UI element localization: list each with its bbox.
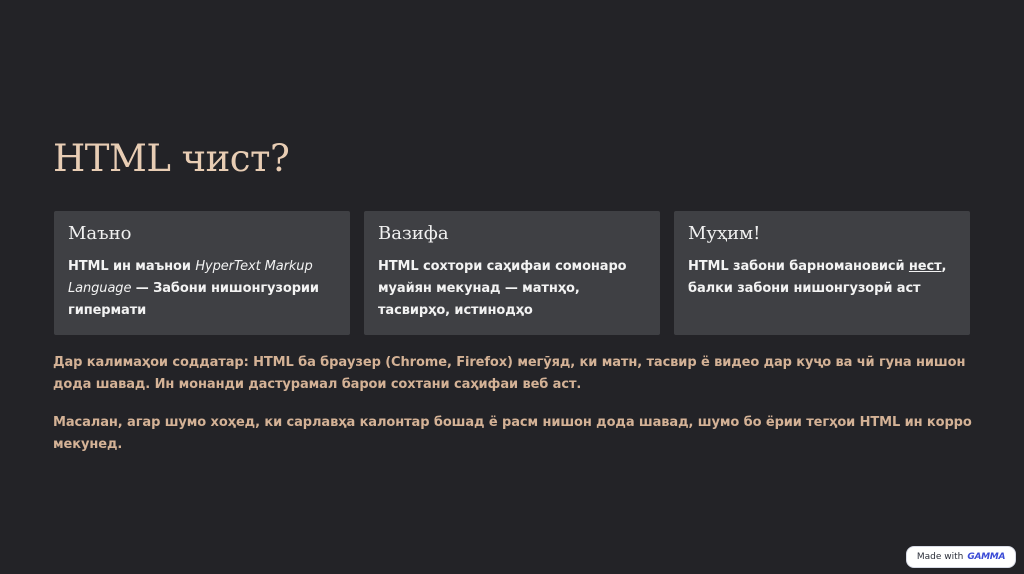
card-function-body: HTML сохтори саҳифаи сомонаро муайян мекунад — матнҳо, тасвирҳо, истинодҳо xyxy=(378,259,627,318)
card-meaning-body-pre: HTML ин маънои xyxy=(68,259,196,274)
card-important xyxy=(674,211,970,335)
made-with-gamma-badge[interactable] xyxy=(906,546,1016,568)
card-meaning-body-post: — Забони нишонгузории гипермати xyxy=(68,281,319,318)
paragraph-explanation: Дар калимаҳои соддатар: HTML ба браузер (Chrome, Firefox) мегӯяд, ки матн, тасвир ё видео дар куҷо ва чӣ гуна нишон дода шавад. Ин монанди дастурамал барои сохтани саҳифаи веб аст. xyxy=(53,355,966,392)
card-important-body-underlined: нест xyxy=(908,259,942,274)
card-function-title: Вазифа xyxy=(378,223,449,244)
cards-row xyxy=(54,211,970,335)
card-important-body-post: , балки забони нишонгузорӣ аст xyxy=(688,259,947,296)
card-important-body-pre: HTML забони барномановисӣ xyxy=(688,259,909,274)
card-important-title: Муҳим! xyxy=(688,223,761,244)
card-meaning-title: Маъно xyxy=(68,223,132,244)
card-meaning-body xyxy=(68,256,336,322)
paragraph-example: Масалан, агар шумо хоҳед, ки сарлавҳа калонтар бошад ё расм нишон дода шавад, шумо бо ёрии тегҳои HTML ин корро мекунед. xyxy=(53,415,972,452)
slide-title: HTML чист? xyxy=(53,137,290,180)
card-important-body xyxy=(688,256,956,300)
gamma-logo: GAMMA xyxy=(967,552,1006,562)
card-function xyxy=(364,211,660,335)
badge-prefix: Made with xyxy=(916,552,964,562)
card-meaning xyxy=(54,211,350,335)
card-meaning-body-em: HyperText Markup Language xyxy=(68,259,313,296)
